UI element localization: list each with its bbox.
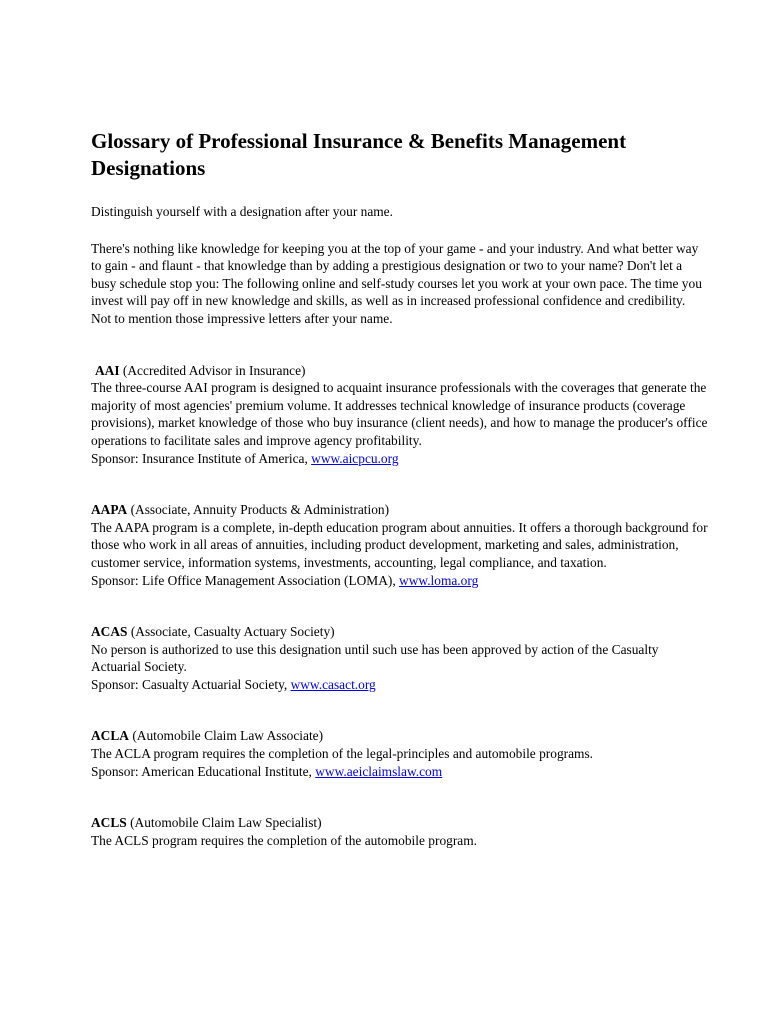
sponsor-link[interactable]: www.casact.org (290, 676, 376, 692)
entry-heading (91, 623, 708, 641)
glossary-entry-acla (91, 727, 708, 780)
entry-full-name: (Associate, Annuity Products & Administration) (130, 502, 390, 518)
entry-sponsor (91, 450, 708, 468)
sponsor-link[interactable]: www.loma.org (399, 572, 479, 588)
entry-sponsor (91, 676, 708, 694)
sponsor-text: Sponsor: American Educational Institute, (91, 763, 316, 779)
entry-description: No person is authorized to use this designation until such use has been approved by action of the Casualty Actuarial Society. (91, 641, 659, 675)
sponsor-text: Sponsor: Insurance Institute of America, (91, 450, 312, 466)
entry-description: The AAPA program is a complete, in-depth education program about annuities. It offers a thorough background for those who work in all areas of annuities, including product development, marketing and sales, administration, customer service, information systems, investments, accounting, legal compliance, and taxation. (91, 519, 708, 570)
sponsor-text: Sponsor: Life Office Management Association (LOMA), (91, 572, 400, 588)
entry-full-name: (Automobile Claim Law Specialist) (130, 815, 322, 831)
entry-abbreviation: ACAS (91, 624, 128, 640)
entry-description: The ACLA program requires the completion of the legal-principles and automobile programs. (91, 746, 594, 762)
entry-heading (91, 727, 708, 745)
entry-abbreviation: AAI (95, 362, 120, 378)
glossary-entry-aapa (91, 501, 708, 589)
entry-description: The ACLS program requires the completion of the automobile program. (91, 832, 478, 848)
sponsor-link[interactable]: www.aeiclaimslaw.com (315, 763, 443, 779)
sponsor-link[interactable]: www.aicpcu.org (311, 450, 399, 466)
entry-description: The three-course AAI program is designed to acquaint insurance professionals with the coverages that generate the majority of most agencies' premium volume. It addresses technical knowledge of insurance products (coverage provisions), market knowledge of those who buy insurance (client needs), and how to manage the producer's office operations to facilitate sales and improve agency profitability. (91, 380, 708, 448)
glossary-entry-aai (91, 362, 708, 468)
document-title: Glossary of Professional Insurance & Benefits Management Designations (91, 129, 627, 180)
tagline: Distinguish yourself with a designation after your name. (91, 204, 393, 219)
glossary-entry-acas (91, 623, 708, 693)
entry-heading (91, 501, 708, 519)
entry-heading (95, 362, 708, 380)
entry-heading (91, 814, 708, 832)
entry-abbreviation: ACLA (91, 728, 129, 744)
entry-full-name: (Associate, Casualty Actuary Society) (130, 624, 335, 640)
entry-abbreviation: AAPA (91, 502, 128, 518)
entry-sponsor (91, 763, 708, 781)
entry-full-name: (Accredited Advisor in Insurance) (122, 362, 306, 378)
entry-abbreviation: ACLS (91, 815, 127, 831)
entry-sponsor (91, 572, 708, 590)
glossary-entry-acls (91, 814, 708, 849)
intro-paragraph: There's nothing like knowledge for keeping you at the top of your game - and your industry. And what better way to gain - and flaunt - that knowledge than by adding a prestigious designation or two to your name? Don't let a busy schedule stop you: The following online and self-study courses let you work at your own pace. The time you invest will pay off in new knowledge and skills, as well as in increased professional confidence and credibility. Not to mention those impressive letters after your name. (91, 240, 702, 326)
sponsor-text: Sponsor: Casualty Actuarial Society, (91, 676, 291, 692)
entry-full-name: (Automobile Claim Law Associate) (132, 728, 324, 744)
